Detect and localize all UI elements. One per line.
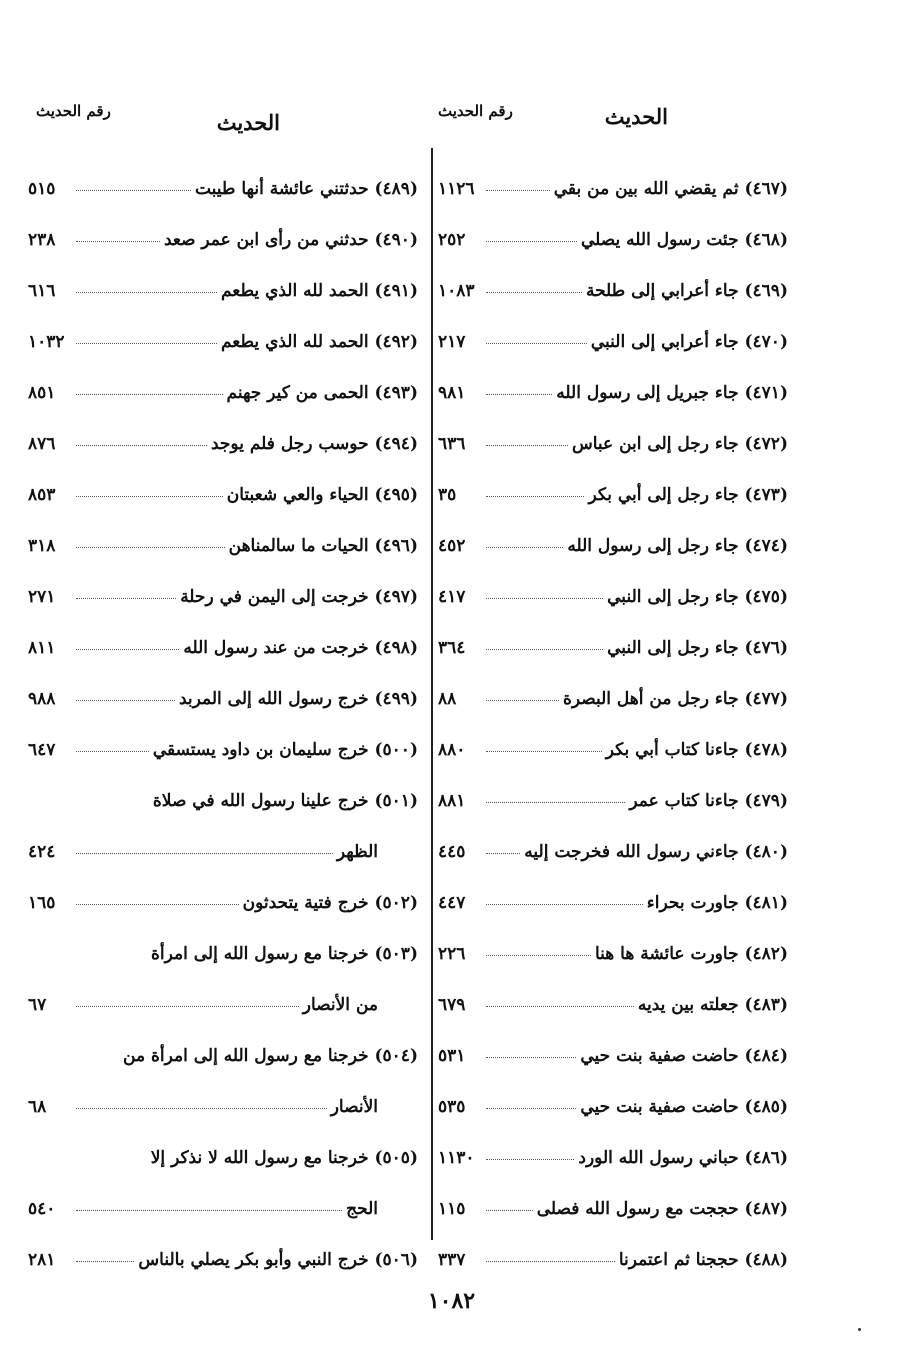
entry-number: ٤٤٧	[438, 893, 466, 913]
entry-number: ٢٥٢	[438, 230, 466, 250]
entry-number: ٨٨٠	[438, 740, 466, 760]
leader-dots	[486, 189, 550, 191]
entry-number: ٢٢٦	[438, 944, 466, 964]
entry-text: (٥٠٦) خرج النبي وأبو بكر يصلي بالناس	[138, 1250, 418, 1270]
entry-text: (٤٧٤) جاء رجل إلى رسول الله	[567, 536, 788, 556]
index-entry	[28, 862, 418, 913]
entry-text: (٤٨٣) جعلته بين يديه	[637, 995, 788, 1015]
entry-text: (٤٩٨) خرجت من عند رسول الله	[183, 638, 418, 658]
entry-text: (٥٠٠) خرج سليمان بن داود يستسقي	[152, 740, 418, 760]
entry-text: (٤٩٩) خرج رسول الله إلى المربد	[178, 689, 418, 709]
entry-text: (٤٩٢) الحمد لله الذي يطعم	[220, 332, 418, 352]
index-entry	[28, 250, 418, 301]
leader-dots	[486, 597, 603, 599]
leader-dots	[486, 240, 577, 242]
index-entry	[28, 1168, 418, 1219]
entry-number: ٥٣١	[438, 1046, 466, 1066]
hadith-header: الحديث	[216, 110, 280, 135]
entry-text: (٤٩١) الحمد لله الذي يطعم	[220, 281, 418, 301]
left-column	[28, 100, 418, 1270]
leader-dots	[76, 903, 239, 905]
leader-dots	[486, 852, 520, 854]
entry-number: ٨٥٣	[28, 485, 56, 505]
entry-text: (٥٠٣) خرجنا مع رسول الله إلى امرأة	[150, 944, 418, 964]
leader-dots	[76, 444, 207, 446]
entry-number: ٤٤٥	[438, 842, 466, 862]
entry-text: (٤٨٩) حدثتني عائشة أنها طيبت	[194, 179, 418, 199]
index-entry	[28, 556, 418, 607]
entry-text: (٤٨١) جاورت بحراء	[646, 893, 788, 913]
entry-text: (٤٧٧) جاء رجل من أهل البصرة	[562, 689, 788, 709]
entry-number: ١١٥	[438, 1199, 466, 1219]
leader-dots	[76, 597, 176, 599]
leader-dots	[486, 546, 563, 548]
entry-number: ٨٨١	[438, 791, 466, 811]
entry-number: ٢١٧	[438, 332, 466, 352]
entry-number: ٩٨١	[438, 383, 466, 403]
leader-dots	[486, 750, 602, 752]
entry-number: ٨١١	[28, 638, 56, 658]
entry-number: ٦٣٦	[438, 434, 466, 454]
entry-number: ٤٢٤	[28, 842, 56, 862]
leader-dots	[486, 903, 643, 905]
entry-number: ٣١٨	[28, 536, 56, 556]
leader-dots	[486, 699, 559, 701]
entry-text: (٤٩٤) حوسب رجل فلم يوجد	[210, 434, 418, 454]
entry-text: (٤٨٥) حاضت صفية بنت حيي	[580, 1097, 788, 1117]
entry-number: ١٦٥	[28, 893, 56, 913]
leader-dots	[486, 1158, 574, 1160]
entry-text: الحج	[346, 1199, 378, 1219]
entry-number: ٥٤٠	[28, 1199, 56, 1219]
leader-dots	[76, 1260, 134, 1262]
entry-number: ٥١٥	[28, 179, 56, 199]
right-column	[438, 100, 788, 1270]
entry-text: الظهر	[336, 842, 378, 862]
index-entry	[28, 454, 418, 505]
entry-text: (٤٩٥) الحياء والعي شعبتان	[226, 485, 418, 505]
entry-text: الأنصار	[330, 1097, 378, 1117]
entry-text: (٥٠٥) خرجنا مع رسول الله لا نذكر إلا	[150, 1148, 418, 1168]
number-header: رقم الحديث	[438, 102, 513, 120]
leader-dots	[76, 393, 223, 395]
number-header: رقم الحديث	[36, 102, 111, 120]
index-entry	[28, 1066, 418, 1117]
right-column-header	[438, 100, 788, 148]
index-entry	[438, 862, 788, 913]
index-entry	[438, 1117, 788, 1168]
index-entry	[28, 964, 418, 1015]
entry-text: (٥٠٢) خرج فتية يتحدثون	[242, 893, 418, 913]
index-entry	[438, 964, 788, 1015]
index-entry	[438, 658, 788, 709]
hadith-header: الحديث	[604, 104, 668, 129]
entry-text: (٤٩٦) الحيات ما سالمناهن	[228, 536, 418, 556]
entry-text: من الأنصار	[302, 995, 378, 1015]
leader-dots	[76, 1107, 327, 1109]
entry-text: (٤٧٥) جاء رجل إلى النبي	[607, 587, 788, 607]
entry-text: (٥٠١) خرج علينا رسول الله في صلاة	[152, 791, 418, 811]
leader-dots	[486, 444, 568, 446]
entry-number: ٦٧	[28, 995, 47, 1015]
entry-text: (٥٠٤) خرجنا مع رسول الله إلى امرأة من	[123, 1046, 418, 1066]
entry-number: ١٠٣٢	[28, 332, 65, 352]
index-entry	[28, 403, 418, 454]
leader-dots	[486, 291, 582, 293]
index-entry	[28, 505, 418, 556]
page-number: ١٠٨٢	[427, 1288, 476, 1314]
leader-dots	[486, 801, 625, 803]
entry-text: (٤٨٠) جاءني رسول الله فخرجت إليه	[524, 842, 788, 862]
index-entry	[28, 607, 418, 658]
entry-number: ٨٨	[438, 689, 457, 709]
entry-number: ٦٨	[28, 1097, 47, 1117]
index-entry	[28, 760, 418, 811]
leader-dots	[76, 291, 217, 293]
leader-dots	[76, 750, 149, 752]
leader-dots	[76, 1005, 299, 1007]
left-column-header	[28, 100, 418, 148]
index-entry	[438, 913, 788, 964]
leader-dots	[486, 1005, 634, 1007]
entry-number: ٩٨٨	[28, 689, 56, 709]
leader-dots	[486, 1209, 533, 1211]
entry-text: (٤٧٣) جاء رجل إلى أبي بكر	[588, 485, 788, 505]
leader-dots	[486, 1056, 576, 1058]
entry-number: ٦٤٧	[28, 740, 56, 760]
index-entry	[438, 760, 788, 811]
entry-text: (٤٧٠) جاء أعرابي إلى النبي	[590, 332, 788, 352]
entry-text: (٤٧٢) جاء رجل إلى ابن عباس	[571, 434, 788, 454]
entry-number: ١١٣٠	[438, 1148, 475, 1168]
leader-dots	[76, 495, 223, 497]
index-entry	[438, 607, 788, 658]
entry-number: ٨٧٦	[28, 434, 56, 454]
leader-dots	[76, 240, 160, 242]
entry-text: (٤٩٧) خرجت إلى اليمن في رحلة	[180, 587, 418, 607]
index-entry	[28, 658, 418, 709]
leader-dots	[486, 954, 591, 956]
entry-number: ٦٧٩	[438, 995, 466, 1015]
entry-number: ٤١٧	[438, 587, 466, 607]
entry-text: (٤٦٩) جاء أعرابي إلى طلحة	[585, 281, 788, 301]
leader-dots	[486, 1260, 615, 1262]
index-entry	[438, 250, 788, 301]
index-entry	[28, 1117, 418, 1168]
leader-dots	[76, 1209, 342, 1211]
entry-text: (٤٨٦) حباني رسول الله الورد	[578, 1148, 788, 1168]
entry-number: ٢٨١	[28, 1250, 56, 1270]
index-entry	[438, 1168, 788, 1219]
entry-number: ٢٧١	[28, 587, 56, 607]
entry-text: (٤٧٨) جاءنا كتاب أبي بكر	[605, 740, 788, 760]
leader-dots	[76, 648, 179, 650]
index-entry	[438, 199, 788, 250]
index-entry	[28, 352, 418, 403]
leader-dots	[486, 495, 584, 497]
entry-number: ٨٥١	[28, 383, 56, 403]
index-entry	[438, 811, 788, 862]
leader-dots	[486, 1107, 576, 1109]
left-entries	[28, 148, 418, 1270]
entry-number: ٦١٦	[28, 281, 56, 301]
index-entry	[438, 301, 788, 352]
entry-text: (٤٧٦) جاء رجل إلى النبي	[607, 638, 788, 658]
index-entry	[28, 1219, 418, 1270]
leader-dots	[486, 393, 552, 395]
index-entry	[438, 1015, 788, 1066]
entry-number: ٤٥٢	[438, 536, 466, 556]
entry-number: ٣٦٤	[438, 638, 466, 658]
index-entry	[438, 709, 788, 760]
entry-text: (٤٨٨) حججنا ثم اعتمرنا	[618, 1250, 788, 1270]
entry-text: (٤٩٣) الحمى من كير جهنم	[226, 383, 418, 403]
index-entry	[438, 403, 788, 454]
index-entry	[28, 148, 418, 199]
leader-dots	[76, 189, 191, 191]
entry-number: ١١٢٦	[438, 179, 475, 199]
entry-text: (٤٦٨) جئت رسول الله يصلي	[580, 230, 788, 250]
index-entry	[28, 811, 418, 862]
leader-dots	[486, 342, 587, 344]
index-entry	[438, 1219, 788, 1270]
entry-text: (٤٦٧) ثم يقضي الله بين من بقي	[553, 179, 788, 199]
leader-dots	[76, 342, 217, 344]
index-entry	[438, 454, 788, 505]
entry-text: (٤٩٠) حدثني من رأى ابن عمر صعد	[163, 230, 418, 250]
index-entry	[28, 1015, 418, 1066]
speck-mark	[858, 1328, 861, 1331]
entry-text: (٤٨٢) جاورت عائشة ها هنا	[594, 944, 788, 964]
entry-text: (٤٨٤) حاضت صفية بنت حيي	[580, 1046, 788, 1066]
leader-dots	[76, 852, 333, 854]
leader-dots	[486, 648, 603, 650]
index-entry	[438, 148, 788, 199]
index-entry	[438, 505, 788, 556]
entry-number: ١٠٨٣	[438, 281, 475, 301]
entry-number: ٣٥	[438, 485, 457, 505]
index-entry	[438, 556, 788, 607]
index-entry	[28, 709, 418, 760]
entry-number: ٥٣٥	[438, 1097, 466, 1117]
entry-text: (٤٧١) جاء جبريل إلى رسول الله	[556, 383, 788, 403]
entry-number: ٢٣٨	[28, 230, 56, 250]
leader-dots	[76, 546, 225, 548]
entry-number: ٣٣٧	[438, 1250, 466, 1270]
index-entry	[28, 301, 418, 352]
index-entry	[28, 199, 418, 250]
right-entries	[438, 148, 788, 1270]
entry-text: (٤٨٧) حججت مع رسول الله فصلى	[536, 1199, 788, 1219]
index-entry	[28, 913, 418, 964]
index-entry	[438, 1066, 788, 1117]
column-divider	[431, 148, 433, 1240]
leader-dots	[76, 699, 175, 701]
index-entry	[438, 352, 788, 403]
entry-text: (٤٧٩) جاءنا كتاب عمر	[629, 791, 788, 811]
